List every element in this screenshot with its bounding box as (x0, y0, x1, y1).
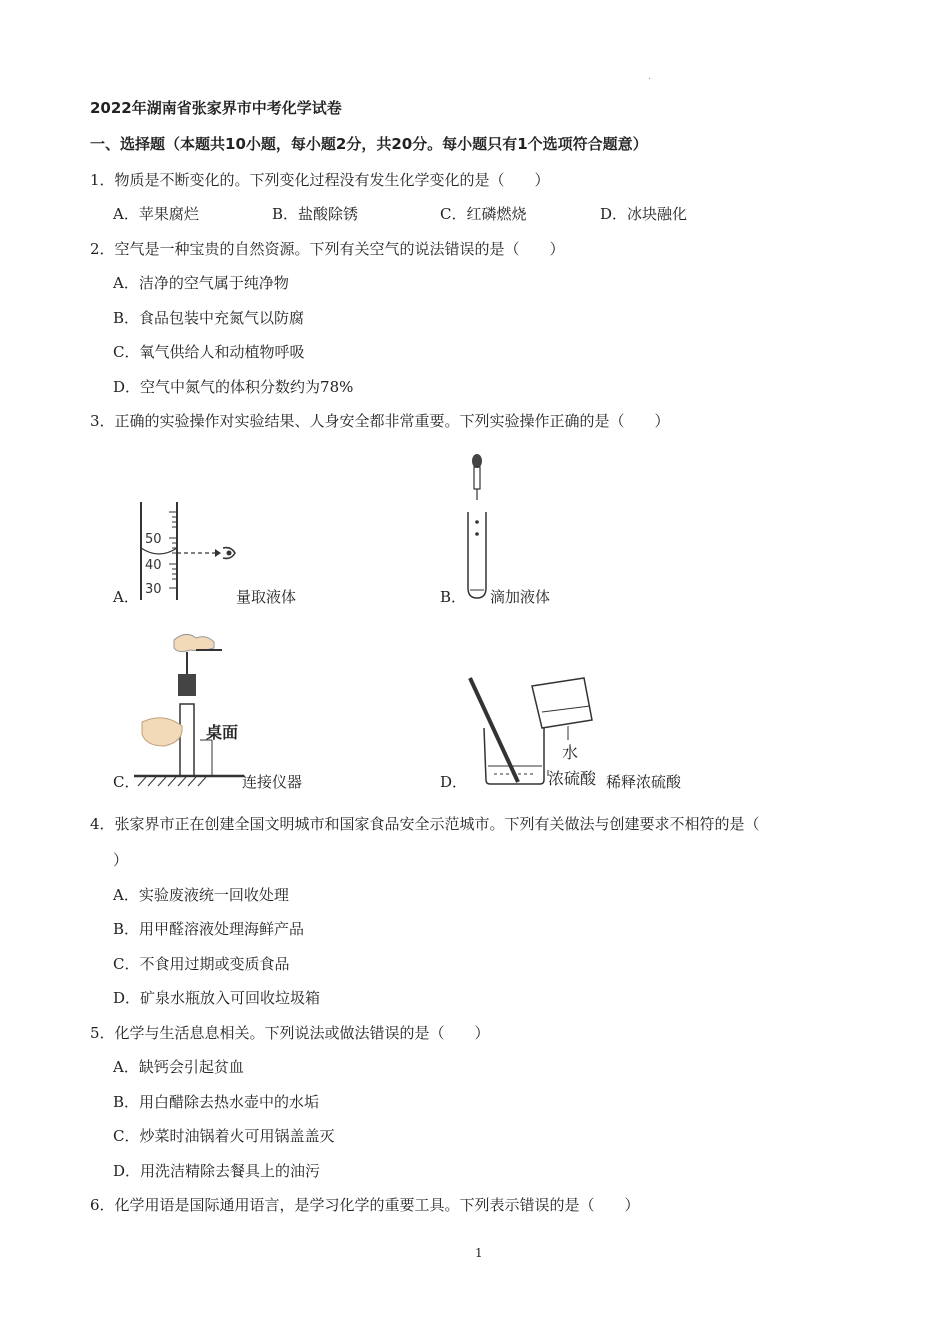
question-4-stem-cont: ） (113, 851, 129, 869)
dropper-bulb-icon (472, 454, 482, 468)
question-1-option-b: B．盐酸除锈 (272, 205, 359, 223)
question-1-option-a: A．苹果腐烂 (113, 205, 199, 223)
question-4-option-c: C．不食用过期或变质食品 (113, 955, 290, 973)
rubber-stopper-icon (178, 674, 196, 696)
acid-label: 浓硫酸 (548, 769, 597, 788)
question-1-stem: 1．物质是不断变化的。下列变化过程没有发生化学变化的是（ ） (90, 171, 550, 189)
question-2-option-b: B．食品包装中充氮气以防腐 (113, 309, 305, 327)
page-number: 1 (475, 1246, 483, 1260)
question-2-option-c: C．氧气供给人和动植物呼吸 (113, 343, 305, 361)
figure-b-caption: 滴加液体 (490, 588, 551, 606)
decorative-dot: · (648, 74, 652, 85)
figure-d-caption: 稀释浓硫酸 (606, 773, 682, 791)
pouring-beaker-icon (532, 678, 592, 728)
question-4-option-a: A．实验废液统一回收处理 (113, 886, 289, 904)
water-label: 水 (562, 743, 579, 762)
figure-c-caption: 连接仪器 (242, 773, 303, 791)
question-5-option-c: C．炒菜时油锅着火可用锅盖盖灭 (113, 1127, 335, 1145)
question-5-option-d: D．用洗洁精除去餐具上的油污 (113, 1162, 321, 1180)
connect-apparatus-figure (134, 630, 254, 790)
question-5-option-a: A．缺钙会引起贫血 (113, 1058, 244, 1076)
question-2-stem: 2．空气是一种宝贵的自然资源。下列有关空气的说法错误的是（ ） (90, 240, 565, 258)
test-tube-icon (180, 704, 194, 776)
question-5-stem: 5．化学与生活息息相关。下列说法或做法错误的是（ ） (90, 1024, 490, 1042)
question-3-stem: 3．正确的实验操作对实验结果、人身安全都非常重要。下列实验操作正确的是（ ） (90, 412, 670, 430)
figure-b-letter: B． (440, 588, 467, 606)
tick-label-30: 30 (145, 582, 162, 597)
test-tube-icon (468, 512, 486, 598)
question-4-option-d: D．矿泉水瓶放入可回收垃圾箱 (113, 989, 321, 1007)
page-title: 2022年湖南省张家界市中考化学试卷 (90, 99, 342, 117)
question-4-stem: 4．张家界市正在创建全国文明城市和国家食品安全示范城市。下列有关做法与创建要求不相符的是（ (90, 815, 760, 833)
question-2-option-a: A．洁净的空气属于纯净物 (113, 274, 289, 292)
section-heading: 一、选择题（本题共10小题，每小题2分，共20分。每小题只有1个选项符合题意） (90, 135, 648, 153)
figure-c-letter: C． (113, 773, 140, 791)
question-2-option-d: D．空气中氮气的体积分数约为78% (113, 378, 354, 396)
figure-d-letter: D． (440, 773, 468, 791)
tick-label-40: 40 (145, 558, 162, 573)
question-1-option-c: C．红磷燃烧 (440, 205, 527, 223)
tabletop-label: 桌面 (206, 723, 239, 742)
figure-a-letter: A． (113, 588, 139, 606)
dilution-figure (464, 670, 614, 788)
question-4-option-b: B．用甲醛溶液处理海鲜产品 (113, 920, 305, 938)
question-5-option-b: B．用白醋除去热水壶中的水垢 (113, 1093, 320, 1111)
question-1-option-d: D．冰块融化 (600, 205, 688, 223)
tick-label-50: 50 (145, 532, 162, 547)
figure-a-caption: 量取液体 (236, 588, 297, 606)
dropper-test-tube-figure (462, 452, 492, 604)
question-6-stem: 6．化学用语是国际通用语言，是学习化学的重要工具。下列表示错误的是（ ） (90, 1196, 640, 1214)
hand-icon (142, 718, 182, 746)
graduated-cylinder-figure (135, 498, 245, 606)
